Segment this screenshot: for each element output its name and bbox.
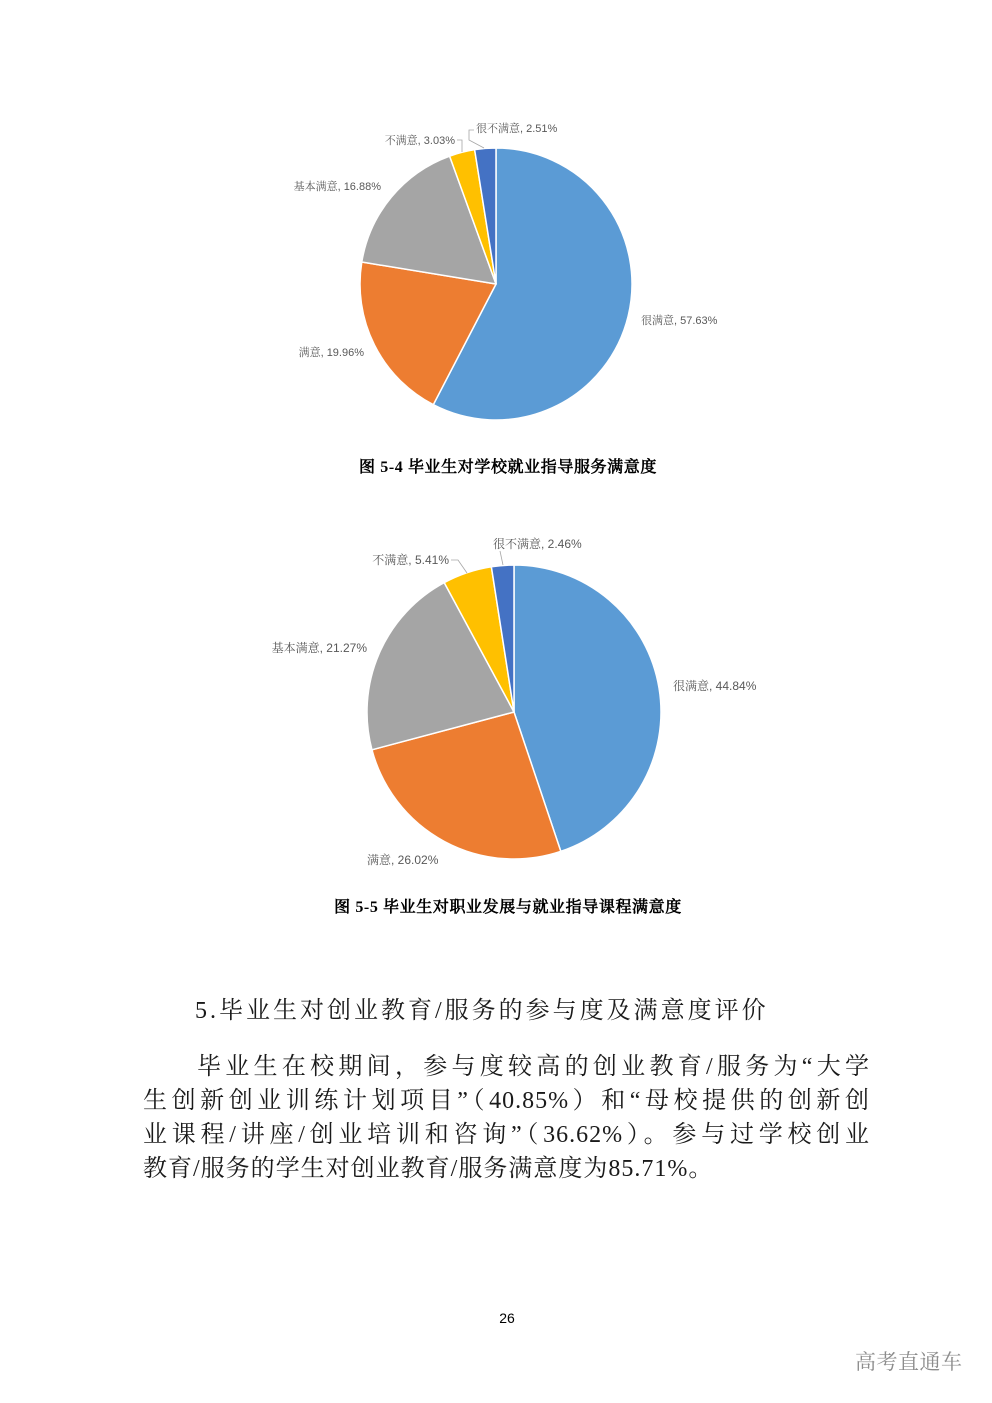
figure-caption-5-4: 图 5-4 毕业生对学校就业指导服务满意度 (359, 459, 657, 476)
data-label-very-satisfied: 很满意, 44.84% (673, 679, 757, 693)
data-label-very-dissatisfied: 很不满意, 2.46% (493, 537, 582, 551)
page-number: 26 (499, 1310, 515, 1326)
data-label-dissatisfied: 不满意, 5.41% (372, 553, 449, 567)
data-label-basically-satisfied: 基本满意, 21.27% (271, 641, 367, 655)
paragraph-line-3: 业课程/讲座/创业培训和咨询”（36.62%）。参与过学校创业 (143, 1122, 870, 1148)
pie-chart-employment-guidance-service (0, 110, 992, 440)
pie-chart-career-development-course (0, 530, 992, 875)
watermark: 高考直通车 (855, 1351, 963, 1374)
paragraph-line-4: 教育/服务的学生对创业教育/服务满意度为85.71%。 (143, 1156, 714, 1182)
data-label-very-satisfied: 很满意, 57.63% (641, 315, 718, 327)
data-label-basically-satisfied: 基本满意, 16.88% (293, 181, 381, 193)
data-label-satisfied: 满意, 26.02% (367, 853, 439, 867)
leader-line-very-dissatisfied (500, 551, 503, 565)
figure-caption-5-5: 图 5-5 毕业生对职业发展与就业指导课程满意度 (334, 899, 682, 916)
paragraph-line-2: 生创新创业训练计划项目”（40.85%）和“母校提供的创新创 (143, 1088, 870, 1114)
data-label-dissatisfied: 不满意, 3.03% (384, 135, 455, 147)
body-paragraph (143, 1050, 870, 1186)
paragraph-line-1: 毕业生在校期间，参与度较高的创业教育/服务为“大学 (197, 1054, 870, 1080)
section-heading: 5.毕业生对创业教育/服务的参与度及满意度评价 (195, 998, 769, 1024)
leader-line-dissatisfied (451, 560, 467, 573)
leader-line-dissatisfied (457, 140, 462, 152)
data-label-satisfied: 满意, 19.96% (298, 347, 364, 359)
data-label-very-dissatisfied: 很不满意, 2.51% (476, 123, 558, 135)
